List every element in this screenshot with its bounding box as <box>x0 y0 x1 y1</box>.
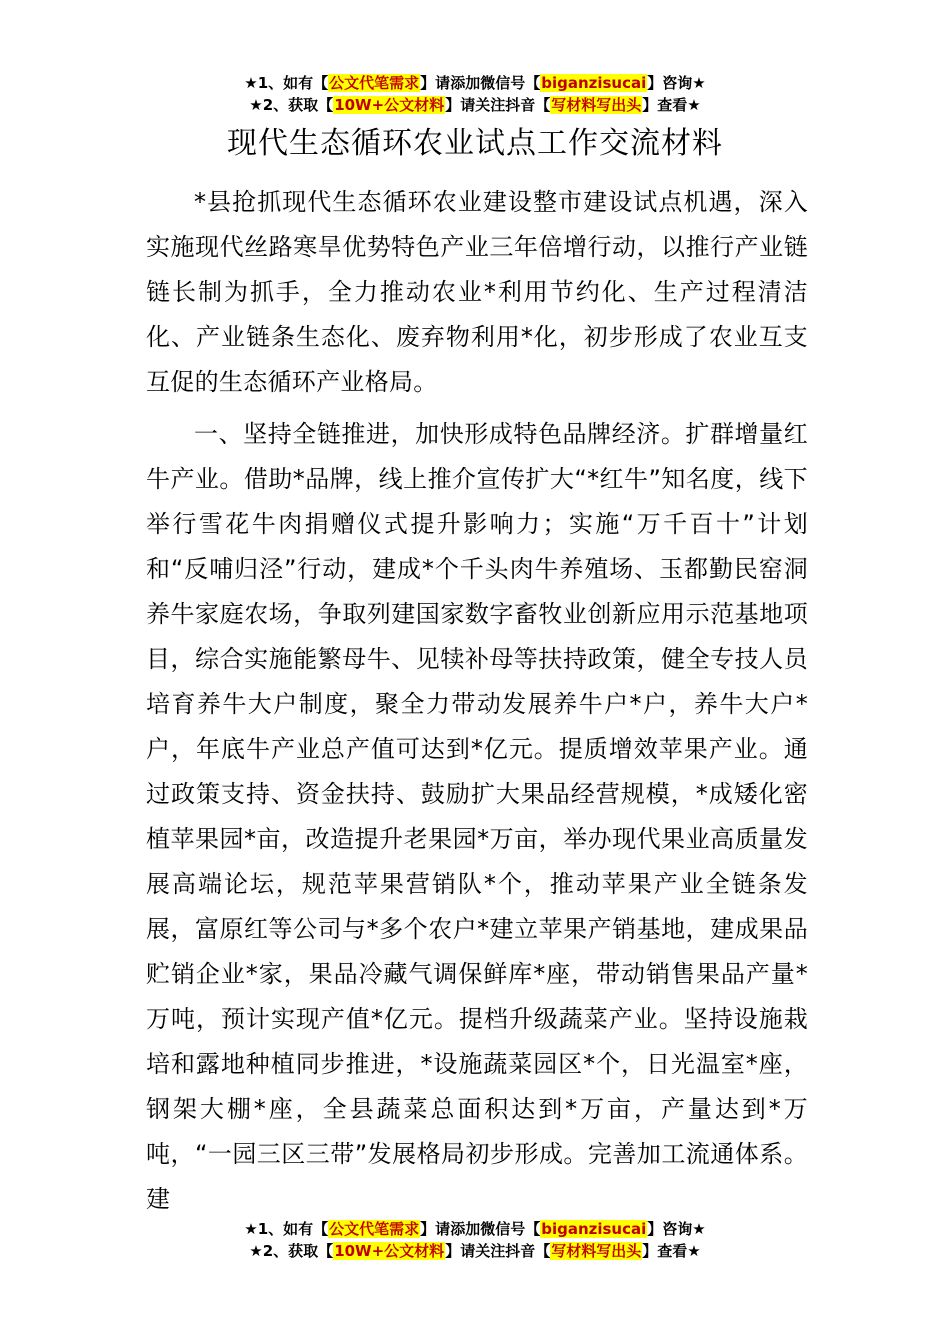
banner-text: ★1、如有【 <box>244 1220 329 1238</box>
paragraph: 一、坚持全链推进，加快形成特色品牌经济。扩群增量红牛产业。借助*品牌，线上推介宣传扩大“*红牛”知名度，线下举行雪花牛肉捐赠仪式提升影响力；实施“万千百十”计划和“反哺归泾”行动，建成*个千头肉牛养殖场、玉都勤民窑洞养牛家庭农场，争取列建国家数字畜牧业创新应用示范基地项目，综合实施能繁母牛、见犊补母等扶持政策，健全专技人员培育养牛大户制度，聚全力带动发展养牛户*户，养牛大户*户，年底牛产业总产值可达到*亿元。提质增效苹果产业。通过政策支持、资金扶持、鼓励扩大果品经营规模，*成矮化密植苹果园*亩，改造提升老果园*万亩，举办现代果业高质量发展高端论坛，规范苹果营销队*个，推动苹果产业全链条发展，富原红等公司与*多个农户*建立苹果产销基地，建成果品贮销企业*家，果品冷藏气调保鲜库*座，带动销售果品产量*万吨，预计实现产值*亿元。提档升级蔬菜产业。坚持设施栽培和露地种植同步推进，*设施蔬菜园区*个，日光温室*座，钢架大棚*座，全县蔬菜总面积达到*万亩，产量达到*万吨，“一园三区三带”发展格局初步形成。完善加工流通体系。建 <box>146 420 808 1213</box>
banner-text: 微信号【 <box>480 1220 541 1238</box>
banner-text: 抖音【 <box>505 96 551 114</box>
document-body <box>146 180 808 405</box>
banner-line-1 <box>0 1218 950 1240</box>
banner-emphasis: 添加 <box>450 74 481 92</box>
banner-line-2 <box>0 1240 950 1262</box>
document-title: 现代生态循环农业试点工作交流材料 <box>227 126 723 161</box>
banner-highlight: biganzisucai <box>541 1220 647 1238</box>
banner-text: ★2、获取【 <box>249 1242 334 1260</box>
document-body <box>146 412 808 1222</box>
banner-text: 微信号【 <box>480 74 541 92</box>
banner-text: ★1、如有【 <box>244 74 329 92</box>
banner-highlight: 公文代笔需求 <box>329 74 420 92</box>
banner-emphasis: 添加 <box>450 1220 481 1238</box>
top-banner <box>0 72 950 116</box>
bottom-banner <box>0 1218 950 1262</box>
banner-highlight: 10W+公文材料 <box>334 96 445 114</box>
banner-line-2 <box>0 94 950 116</box>
banner-text: ★2、获取【 <box>249 96 334 114</box>
banner-text: 】咨询★ <box>647 74 706 92</box>
banner-text: 】查看★ <box>642 1242 701 1260</box>
banner-highlight: 公文代笔需求 <box>329 1220 420 1238</box>
banner-text: 】请 <box>445 1242 476 1260</box>
banner-text: 】咨询★ <box>647 1220 706 1238</box>
banner-text: 】请 <box>420 1220 451 1238</box>
banner-text: 】查看★ <box>642 96 701 114</box>
paragraph: *县抢抓现代生态循环农业建设整市建设试点机遇，深入实施现代丝路寒旱优势特色产业三年倍增行动，以推行产业链链长制为抓手，全力推动农业*利用节约化、生产过程清洁化、产业链条生态化、废弃物利用*化，初步形成了农业互支互促的生态循环产业格局。 <box>146 188 808 396</box>
banner-highlight: 写材料写出头 <box>551 96 642 114</box>
banner-line-1 <box>0 72 950 94</box>
banner-text: 】请 <box>420 74 451 92</box>
banner-highlight: biganzisucai <box>541 74 647 92</box>
banner-emphasis: 关注 <box>475 1242 506 1260</box>
banner-text: 】请 <box>445 96 476 114</box>
banner-text: 抖音【 <box>505 1242 551 1260</box>
banner-highlight: 10W+公文材料 <box>334 1242 445 1260</box>
banner-highlight: 写材料写出头 <box>551 1242 642 1260</box>
banner-emphasis: 关注 <box>475 96 506 114</box>
